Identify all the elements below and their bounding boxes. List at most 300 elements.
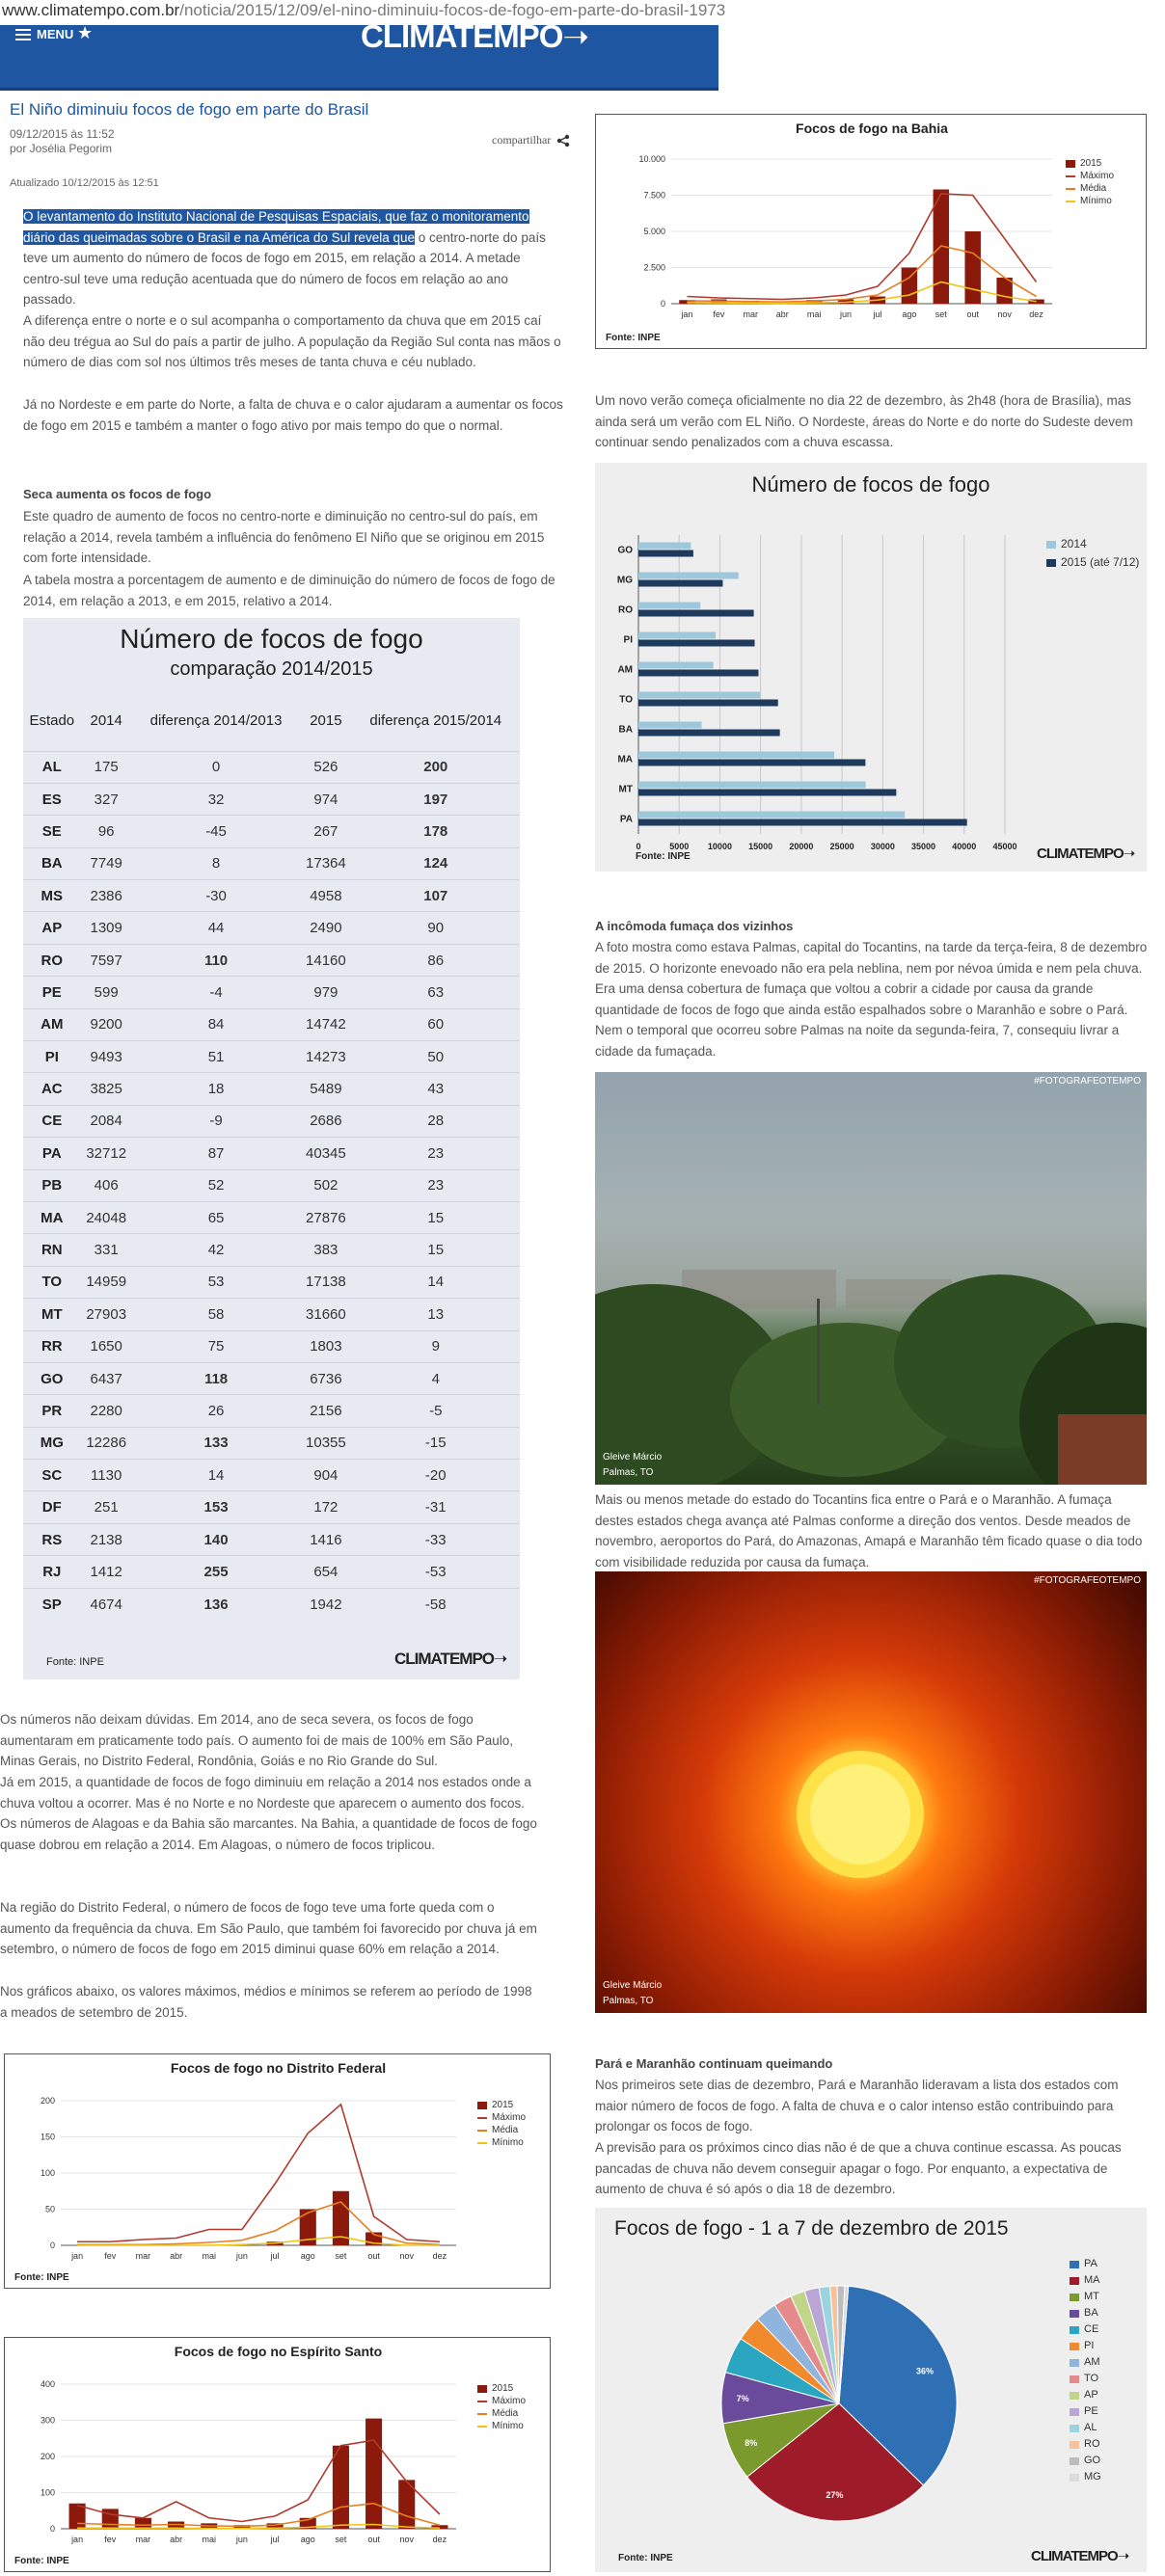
legend-swatch [477, 2117, 487, 2119]
table-cell: 406 [81, 1169, 132, 1201]
table-subtitle: comparação 2014/2015 [170, 658, 373, 680]
legend-label: Média [492, 2125, 519, 2135]
legend-label: MG [1084, 2471, 1101, 2482]
legend-item [1070, 2354, 1101, 2371]
legend-label: Mínimo [492, 2421, 524, 2431]
legend-label: 2014 [1061, 537, 1087, 550]
chart-es-plot [5, 2338, 552, 2573]
table-cell: 14 [132, 1460, 300, 1491]
table-cell: 0 [132, 751, 300, 783]
legend-label: RO [1084, 2438, 1100, 2450]
x-tick-label: jun [840, 309, 853, 319]
table-cell: 1412 [81, 1556, 132, 1588]
table-logo: CLIMATEMPO➝ [394, 1650, 507, 1668]
table-row [23, 1266, 520, 1298]
legend-label: Máximo [492, 2396, 527, 2406]
table-row [23, 1330, 520, 1362]
table-cell: 17364 [300, 847, 351, 879]
table-row [23, 847, 520, 879]
table-cell: 1309 [81, 912, 132, 944]
table-cell: 86 [352, 944, 521, 976]
x-tick-label: nov [399, 2535, 415, 2544]
state-code: SC [23, 1460, 81, 1491]
table-row [23, 880, 520, 912]
state-code: DF [23, 1491, 81, 1523]
legend-item [1066, 170, 1114, 182]
x-tick-label: mai [806, 309, 822, 319]
site-logo[interactable]: CLIMATEMPO➝ [361, 18, 589, 54]
bar-2014 [638, 573, 739, 579]
chart-numero-focos-plot [595, 463, 1147, 872]
x-tick-label: abr [775, 309, 789, 319]
legend-swatch [477, 2142, 487, 2144]
legend-item [1070, 2420, 1101, 2436]
table-header-cell: 2014 [90, 712, 122, 730]
y-tick-label: GO [617, 545, 633, 556]
bar-2015 [366, 2419, 382, 2529]
chart-source: Fonte: INPE [618, 2553, 673, 2563]
table-cell: 2490 [300, 912, 351, 944]
x-tick-label: 40000 [952, 842, 977, 851]
table-title: Número de focos de fogo [120, 624, 423, 654]
paragraph-2015: Já em 2015, a quantidade de focos de fogo diminuiu em relação a 2014 nos estados onde a chuva voltou a ocorrer. Mas é no Norte e no Nordeste que aparecem o aumento dos focos. Os números de Alagoas e da Bahia são marcantes. Na Bahia, a quantidade de focos de fogo quase dobrou em relação a 2014. Em Alagoas, o número de focos triplicou. [0, 1775, 537, 1852]
table-cell: 124 [352, 847, 521, 879]
x-tick-label: 5000 [669, 842, 690, 851]
table-cell: 63 [352, 977, 521, 1008]
x-tick-label: nov [399, 2251, 415, 2261]
photo-credit [603, 1978, 662, 2009]
table-cell: 42 [132, 1234, 300, 1266]
legend-swatch [1046, 541, 1056, 549]
legend-swatch [477, 2401, 487, 2402]
chart-title: Focos de fogo - 1 a 7 de dezembro de 2015 [614, 2217, 1009, 2240]
state-code: PA [23, 1138, 81, 1169]
x-tick-label: jun [235, 2251, 248, 2261]
table-cell: 28 [352, 1105, 521, 1137]
photo-location: Palmas, TO [603, 1467, 654, 1478]
table-cell: 1803 [300, 1330, 351, 1362]
chart-logo: CLIMATEMPO➝ [1037, 845, 1135, 862]
legend-item [477, 2395, 526, 2407]
photographer: Gleive Márcio [603, 1452, 663, 1462]
state-code: RS [23, 1523, 81, 1555]
state-code: AP [23, 912, 81, 944]
x-tick-label: set [335, 2251, 347, 2261]
pie-slice-label: 36% [916, 2366, 935, 2376]
photographer: Gleive Márcio [603, 1980, 663, 1991]
intro-paragraph [23, 206, 563, 310]
table-row [23, 1523, 520, 1555]
paragraph-numeros: Os números não deixam dúvidas. Em 2014, ano de seca severa, os focos de fogo aumentaram em praticamente todo país. O aumento foi de mais de 100% em São Paulo, Minas Gerais, no Distrito Federal, Rondônia, Goiás e no Rio Grande do Sul. [0, 1712, 514, 1768]
y-tick-label: 0 [49, 2241, 55, 2250]
x-tick-label: jul [873, 309, 882, 319]
table-row [23, 751, 520, 783]
chart-legend [1046, 538, 1139, 575]
table-cell: 6437 [81, 1362, 132, 1394]
state-code: RR [23, 1330, 81, 1362]
bar-2014 [638, 752, 834, 759]
x-tick-label: fev [104, 2535, 117, 2544]
legend-label: 2015 (até 7/12) [1061, 555, 1140, 569]
chart-source: Fonte: INPE [636, 851, 691, 862]
legend-label: 2015 [492, 2383, 514, 2394]
legend-swatch [1070, 2343, 1079, 2350]
legend-swatch [1070, 2326, 1079, 2334]
legend-item [477, 2111, 526, 2124]
table-row [23, 816, 520, 847]
table-cell: 31660 [300, 1299, 351, 1330]
photo-watermark: #FOTOGRAFEOTEMPO [1034, 1076, 1141, 1087]
seca-heading: Seca aumenta os focos de fogo [23, 487, 212, 501]
legend-item [1070, 2403, 1101, 2420]
legend-label: PA [1084, 2258, 1097, 2269]
table-cell: -53 [352, 1556, 521, 1588]
legend-item [1070, 2289, 1101, 2305]
table-cell: 140 [132, 1523, 300, 1555]
chart-source: Fonte: INPE [606, 333, 661, 343]
x-tick-label: jul [270, 2535, 280, 2544]
table-cell: 502 [300, 1169, 351, 1201]
legend-label: AM [1084, 2356, 1100, 2368]
legend-label: Máximo [1080, 171, 1115, 181]
photo-palmas-smoke [595, 1072, 1147, 1485]
bar-2015 [102, 2509, 119, 2529]
para-paragraph-2: A previsão para os próximos cinco dias não é de que a chuva continue escassa. As poucas pancadas de chuva não devem conseguir apagar o fogo. Por enquanto, a expectativa de aumento de chuva é só após o dia 18 de dezembro. [595, 2140, 1122, 2196]
table-cell: 15 [352, 1234, 521, 1266]
table-cell: 60 [352, 1008, 521, 1040]
fumaca-heading: A incômoda fumaça dos vizinhos [595, 919, 794, 933]
x-tick-label: dez [432, 2535, 447, 2544]
table-cell: 32 [132, 783, 300, 815]
table-cell: 13 [352, 1299, 521, 1330]
legend-swatch [1070, 2375, 1079, 2383]
table-cell: 2156 [300, 1395, 351, 1427]
table-cell: 7597 [81, 944, 132, 976]
y-tick-label: PA [619, 814, 633, 825]
table-cell: 110 [132, 944, 300, 976]
chart-bahia [595, 114, 1147, 349]
bar-2015 [638, 640, 755, 647]
x-tick-label: jan [71, 2251, 84, 2261]
photo-scene [595, 1072, 1147, 1485]
y-tick-label: 300 [40, 2415, 55, 2426]
x-tick-label: 10000 [707, 842, 732, 851]
series-line-1 [77, 2440, 440, 2521]
state-code: SE [23, 816, 81, 847]
legend-swatch [477, 2413, 487, 2415]
legend-label: MT [1084, 2291, 1099, 2302]
table-cell: -31 [352, 1491, 521, 1523]
legend-item [1066, 182, 1114, 195]
bar-2015 [964, 231, 980, 304]
chart-pie-dezembro [595, 2208, 1147, 2572]
para-heading: Pará e Maranhão continuam queimando [595, 2056, 833, 2071]
legend-label: AP [1084, 2389, 1098, 2401]
table-cell: 14160 [300, 944, 351, 976]
series-line-1 [687, 194, 1036, 300]
table-row [23, 1491, 520, 1523]
table-cell: 87 [132, 1138, 300, 1169]
state-code: AM [23, 1008, 81, 1040]
chart-title: Focos de fogo na Bahia [796, 121, 948, 136]
x-tick-label: mar [135, 2251, 151, 2261]
bar-2015 [638, 670, 758, 677]
intro-rest: o centro-norte do país teve um aumento do número de focos de fogo em 2015, em relação a 2014. A metade centro-sul teve uma redução acentuada que do número de focos em relação ao ano passado. [23, 229, 546, 307]
y-tick-label: 7.500 [643, 190, 665, 201]
table-row [23, 1460, 520, 1491]
legend-swatch [1070, 2392, 1079, 2400]
y-tick-label: 200 [40, 2452, 55, 2461]
table-cell: 65 [132, 1201, 300, 1233]
table-cell: 12286 [81, 1427, 132, 1459]
fumaca-paragraph-2: Mais ou menos metade do estado do Tocantins fica entre o Pará e o Maranhão. A fumaça destes estados chega avança até Palmas conforme a direção dos ventos. Desde meados de novembro, aeroportos do Pará, do Amazonas, Amapá e Maranhão têm ficado quase o dia todo com visibilidade reduzida por causa da fumaça. [595, 1492, 1143, 1570]
photo-red-sun [595, 1571, 1147, 2013]
share-button[interactable] [492, 133, 570, 148]
x-tick-label: mai [202, 2535, 217, 2544]
table-row [23, 1299, 520, 1330]
x-tick-label: ago [902, 309, 917, 319]
para-paragraph: Nos primeiros sete dias de dezembro, Pará e Maranhão lideravam a lista dos estados com maior número de focos de fogo. A falta de chuva e o calor intenso estão contribuindo para prolongar os focos de fogo. [595, 2078, 1119, 2133]
table-cell: 2386 [81, 880, 132, 912]
pie-slice-label: 27% [826, 2490, 844, 2501]
table-cell: 23 [352, 1169, 521, 1201]
table-cell: 24048 [81, 1201, 132, 1233]
state-code: MT [23, 1299, 81, 1330]
legend-label: Média [1080, 183, 1107, 194]
state-code: MA [23, 1201, 81, 1233]
legend-item [1070, 2453, 1101, 2469]
table-cell: 90 [352, 912, 521, 944]
y-tick-label: MA [617, 754, 633, 765]
legend-label: MA [1084, 2274, 1100, 2286]
table-cell: 50 [352, 1041, 521, 1073]
bar-2015 [638, 819, 967, 826]
states-table [23, 691, 520, 1621]
table-row [23, 1073, 520, 1105]
legend-swatch [1066, 201, 1075, 202]
bar-2015 [135, 2518, 151, 2529]
table-cell: 40345 [300, 1138, 351, 1169]
x-tick-label: jun [235, 2535, 248, 2544]
legend-item [1070, 2371, 1101, 2387]
table-row [23, 977, 520, 1008]
table-cell: 6736 [300, 1362, 351, 1394]
x-tick-label: jan [681, 309, 693, 319]
x-tick-label: 15000 [748, 842, 773, 851]
state-code: SP [23, 1588, 81, 1620]
legend-label: CE [1084, 2323, 1099, 2335]
author: por Josélia Pegorim [10, 142, 113, 155]
table-cell: -4 [132, 977, 300, 1008]
chart-df-plot [5, 2054, 552, 2290]
legend-swatch [1070, 2425, 1079, 2432]
state-code: MS [23, 880, 81, 912]
bar-2015 [333, 2446, 349, 2529]
legend-item [477, 2407, 526, 2420]
table-cell: 4958 [300, 880, 351, 912]
x-tick-label: set [935, 309, 947, 319]
chart-title: Focos de fogo no Distrito Federal [170, 2060, 387, 2076]
table-cell: 904 [300, 1460, 351, 1491]
x-tick-label: abr [170, 2251, 183, 2261]
table-row [23, 912, 520, 944]
pie-slice-label: 8% [745, 2438, 758, 2449]
table-header-cell: diferença 2014/2013 [149, 712, 283, 730]
legend-label: PI [1084, 2340, 1095, 2351]
paragraph-graficos: Nos gráficos abaixo, os valores máximos, médios e mínimos se referem ao período de 1998 a meados de setembro de 2015. [0, 1984, 532, 2020]
chart-source: Fonte: INPE [14, 2272, 69, 2283]
legend-item [1070, 2338, 1101, 2354]
table-cell: 200 [352, 751, 521, 783]
legend-item [1066, 157, 1114, 170]
table-cell: 14 [352, 1266, 521, 1298]
table-row [23, 1201, 520, 1233]
x-tick-label: 20000 [789, 842, 814, 851]
table-row [23, 1234, 520, 1266]
y-tick-label: TO [619, 694, 633, 706]
chart-logo: CLIMATEMPO➝ [1031, 2548, 1129, 2564]
table-cell: 2084 [81, 1105, 132, 1137]
article-meta [10, 127, 115, 156]
table-cell: 1650 [81, 1330, 132, 1362]
table-cell: -15 [352, 1427, 521, 1459]
legend-item [1070, 2272, 1101, 2289]
menu-label: MENU [37, 27, 74, 41]
state-code: MG [23, 1427, 81, 1459]
legend-swatch [1066, 160, 1075, 168]
chart-title: Focos de fogo no Espírito Santo [174, 2344, 383, 2359]
table-cell: 84 [132, 1008, 300, 1040]
hamburger-icon [15, 29, 31, 40]
legend-swatch [1070, 2457, 1079, 2465]
table-cell: 383 [300, 1234, 351, 1266]
table-cell: -30 [132, 880, 300, 912]
bar-2015 [638, 550, 693, 557]
legend-swatch [1070, 2408, 1079, 2416]
legend-label: GO [1084, 2455, 1101, 2466]
state-code: GO [23, 1362, 81, 1394]
table-cell: 251 [81, 1491, 132, 1523]
paragraph-chuva: A diferença entre o norte e o sul acompanha o comportamento da chuva que em 2015 caí não deu trégua ao Sul do país a partir de julho. A população da Região Sul conta nas mãos o número de dias com sol nos últimos três meses de tanta chuva e céu nublado. [23, 313, 561, 369]
table-cell: 58 [132, 1299, 300, 1330]
legend-label: AL [1084, 2422, 1097, 2433]
table-cell: 267 [300, 816, 351, 847]
chart-bahia-plot [596, 115, 1148, 350]
legend-item [1046, 538, 1139, 550]
state-code: PE [23, 977, 81, 1008]
legend-swatch [477, 2130, 487, 2132]
paragraph-nordeste: Já no Nordeste e em parte do Norte, a falta de chuva e o calor ajudaram a aumentar os focos de fogo em 2015 e também a manter o fogo ativo por mais tempo do que o normal. [23, 397, 563, 433]
legend-label: TO [1084, 2373, 1099, 2384]
legend-item [477, 2136, 526, 2149]
fumaca-paragraph: A foto mostra como estava Palmas, capital do Tocantins, na tarde da terça-feira, 8 de dezembro de 2015. O horizonte enevoado não era pela neblina, nem por névoa úmida e nem pela chuva. Era uma densa cobertura de fumaça que voltou a cobrir a cidade por causa da grande quantidade de focos de fogo que ainda estão espalhados sobre o Maranhão e sobre o Pará. Nem o temporal que ocorreu sobre Palmas na noite da segunda-feira, 7, consequiu livrar a cidade da fumaçada. [595, 940, 1148, 1059]
table-row [23, 1588, 520, 1620]
comparison-table-figure [23, 618, 520, 1679]
pie-slice-label: 7% [736, 2394, 749, 2404]
table-cell: 27903 [81, 1299, 132, 1330]
y-tick-label: 0 [660, 299, 665, 309]
y-tick-label: 2.500 [643, 262, 665, 273]
table-cell: 1942 [300, 1588, 351, 1620]
legend-label: Mínimo [1080, 196, 1112, 206]
table-cell: 43 [352, 1073, 521, 1105]
legend-swatch [1070, 2310, 1079, 2318]
table-cell: 327 [81, 783, 132, 815]
series-line-2 [77, 2202, 440, 2244]
x-tick-label: 0 [636, 842, 641, 851]
legend-label: Mínimo [492, 2137, 524, 2148]
x-tick-label: nov [997, 309, 1012, 319]
table-cell: 979 [300, 977, 351, 1008]
bar-2014 [638, 692, 760, 699]
legend-item [477, 2124, 526, 2136]
share-label: compartilhar [492, 133, 552, 147]
table-cell: 9 [352, 1330, 521, 1362]
x-tick-label: mar [743, 309, 759, 319]
series-line-2 [77, 2504, 440, 2527]
table-cell: 133 [132, 1427, 300, 1459]
table-cell: 1130 [81, 1460, 132, 1491]
table-cell: 26 [132, 1395, 300, 1427]
legend-item [1070, 2256, 1101, 2272]
bar-2015 [638, 610, 754, 617]
table-cell: 14959 [81, 1266, 132, 1298]
state-code: ES [23, 783, 81, 815]
legend-item [1070, 2387, 1101, 2403]
table-cell: 23 [352, 1138, 521, 1169]
table-row [23, 1362, 520, 1394]
y-tick-label: 10.000 [638, 154, 665, 164]
menu-button[interactable] [15, 27, 73, 41]
chart-title: Número de focos de fogo [751, 472, 990, 496]
table-cell: -33 [352, 1523, 521, 1555]
legend-item [1070, 2321, 1101, 2338]
star-icon[interactable]: ★ [77, 23, 94, 42]
table-cell: 9200 [81, 1008, 132, 1040]
legend-item [1066, 195, 1114, 207]
legend-item [477, 2382, 526, 2395]
publish-date: 09/12/2015 às 11:52 [10, 127, 115, 141]
table-cell: -45 [132, 816, 300, 847]
table-cell: 14742 [300, 1008, 351, 1040]
bar-2014 [638, 812, 905, 818]
table-source: Fonte: INPE [46, 1656, 104, 1668]
state-code: RN [23, 1234, 81, 1266]
x-tick-label: jan [71, 2535, 84, 2544]
legend-label: PE [1084, 2405, 1098, 2417]
table-row [23, 1169, 520, 1201]
table-cell: 2138 [81, 1523, 132, 1555]
chart-legend [477, 2099, 526, 2149]
table-cell: -20 [352, 1460, 521, 1491]
bar-2015 [638, 730, 780, 737]
table-cell: 4 [352, 1362, 521, 1394]
x-tick-label: dez [1029, 309, 1043, 319]
table-cell: 153 [132, 1491, 300, 1523]
state-code: AC [23, 1073, 81, 1105]
legend-label: Média [492, 2408, 519, 2419]
table-cell: 197 [352, 783, 521, 815]
y-tick-label: 0 [49, 2524, 55, 2534]
updated-date: Atualizado 10/12/2015 às 12:51 [10, 177, 159, 189]
table-cell: 75 [132, 1330, 300, 1362]
series-line-2 [687, 246, 1036, 302]
table-cell: 599 [81, 977, 132, 1008]
legend-swatch [477, 2102, 487, 2109]
x-tick-label: out [367, 2251, 380, 2261]
table-cell: -58 [352, 1588, 521, 1620]
state-code: CE [23, 1105, 81, 1137]
